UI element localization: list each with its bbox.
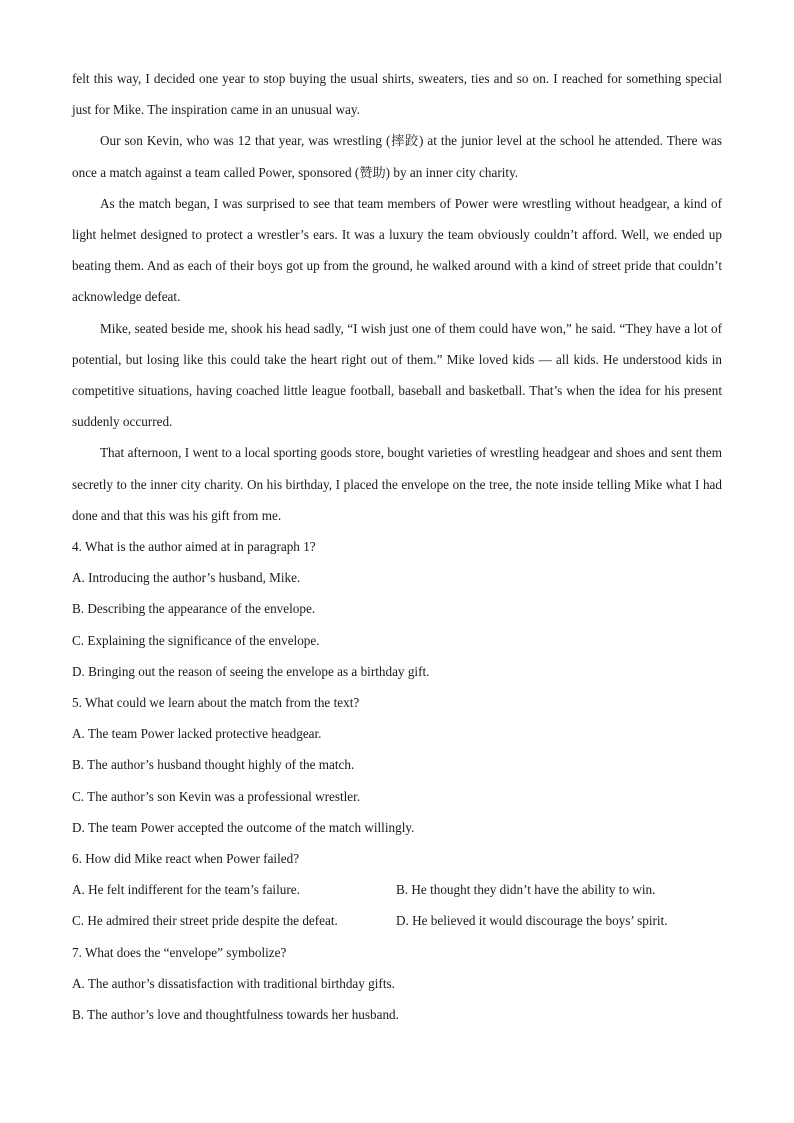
- question-7: [72, 937, 722, 1031]
- option-c: C. Explaining the significance of the envelope.: [72, 632, 320, 648]
- question-4: [72, 531, 722, 687]
- document-page: [72, 63, 722, 1030]
- option-a: A. Introducing the author’s husband, Mike.: [72, 570, 301, 586]
- option-c: C. He admired their street pride despite the defeat.: [72, 913, 338, 929]
- option-a: A. The team Power lacked protective headgear.: [72, 726, 322, 742]
- passage-paragraph-3: As the match began, I was surprised to see that team members of Power were wrestling without headgear, a kind of light helmet designed to protect a wrestler’s ears. It was a luxury the team obviously couldn’t afford. Well, we ended up beating them. And as each of their boys got up from the ground, he walked around with a kind of street pride that couldn’t acknowledge defeat.: [72, 195, 722, 305]
- option-d: D. He believed it would discourage the boys’ spirit.: [396, 913, 668, 929]
- option-d: D. Bringing out the reason of seeing the envelope as a birthday gift.: [72, 663, 430, 679]
- passage-paragraph-5: That afternoon, I went to a local sporting goods store, bought varieties of wrestling headgear and shoes and sent them secretly to the inner city charity. On his birthday, I placed the envelope on the tree, the note inside telling Mike what I had done and that this was his gift from me.: [72, 445, 722, 523]
- question-stem: 6. How did Mike react when Power failed?: [72, 851, 300, 867]
- option-b: B. The author’s love and thoughtfulness towards her husband.: [72, 1007, 399, 1023]
- question-5: [72, 687, 722, 843]
- question-6: [72, 843, 722, 937]
- option-b: B. He thought they didn’t have the ability to win.: [396, 882, 656, 898]
- question-stem: 5. What could we learn about the match from the text?: [72, 695, 360, 711]
- option-b: B. Describing the appearance of the envelope.: [72, 601, 316, 617]
- option-c: C. The author’s son Kevin was a professional wrestler.: [72, 788, 361, 804]
- passage-paragraph-2: Our son Kevin, who was 12 that year, was wrestling (摔跤) at the junior level at the school he attended. There was once a match against a team called Power, sponsored (赞助) by an inner city charity.: [72, 133, 722, 180]
- option-d: D. The team Power accepted the outcome of the match willingly.: [72, 819, 415, 835]
- option-row-cd: [72, 905, 722, 936]
- passage-paragraph-4: Mike, seated beside me, shook his head sadly, “I wish just one of them could have won,” he said. “They have a lot of potential, but losing like this could take the heart right out of them.” Mike loved kids — all kids. He understood kids in competitive situations, having coached little league football, baseball and basketball. That’s when the idea for his present suddenly occurred.: [72, 320, 722, 430]
- option-row-ab: [72, 874, 722, 905]
- passage-paragraph-1: felt this way, I decided one year to stop buying the usual shirts, sweaters, ties and so on. I reached for something special just for Mike. The inspiration came in an unusual way.: [72, 71, 722, 118]
- question-stem: 4. What is the author aimed at in paragraph 1?: [72, 539, 316, 555]
- option-a: A. The author’s dissatisfaction with traditional birthday gifts.: [72, 975, 395, 991]
- option-b: B. The author’s husband thought highly of the match.: [72, 757, 355, 773]
- option-a: A. He felt indifferent for the team’s failure.: [72, 882, 300, 898]
- question-stem: 7. What does the “envelope” symbolize?: [72, 944, 287, 960]
